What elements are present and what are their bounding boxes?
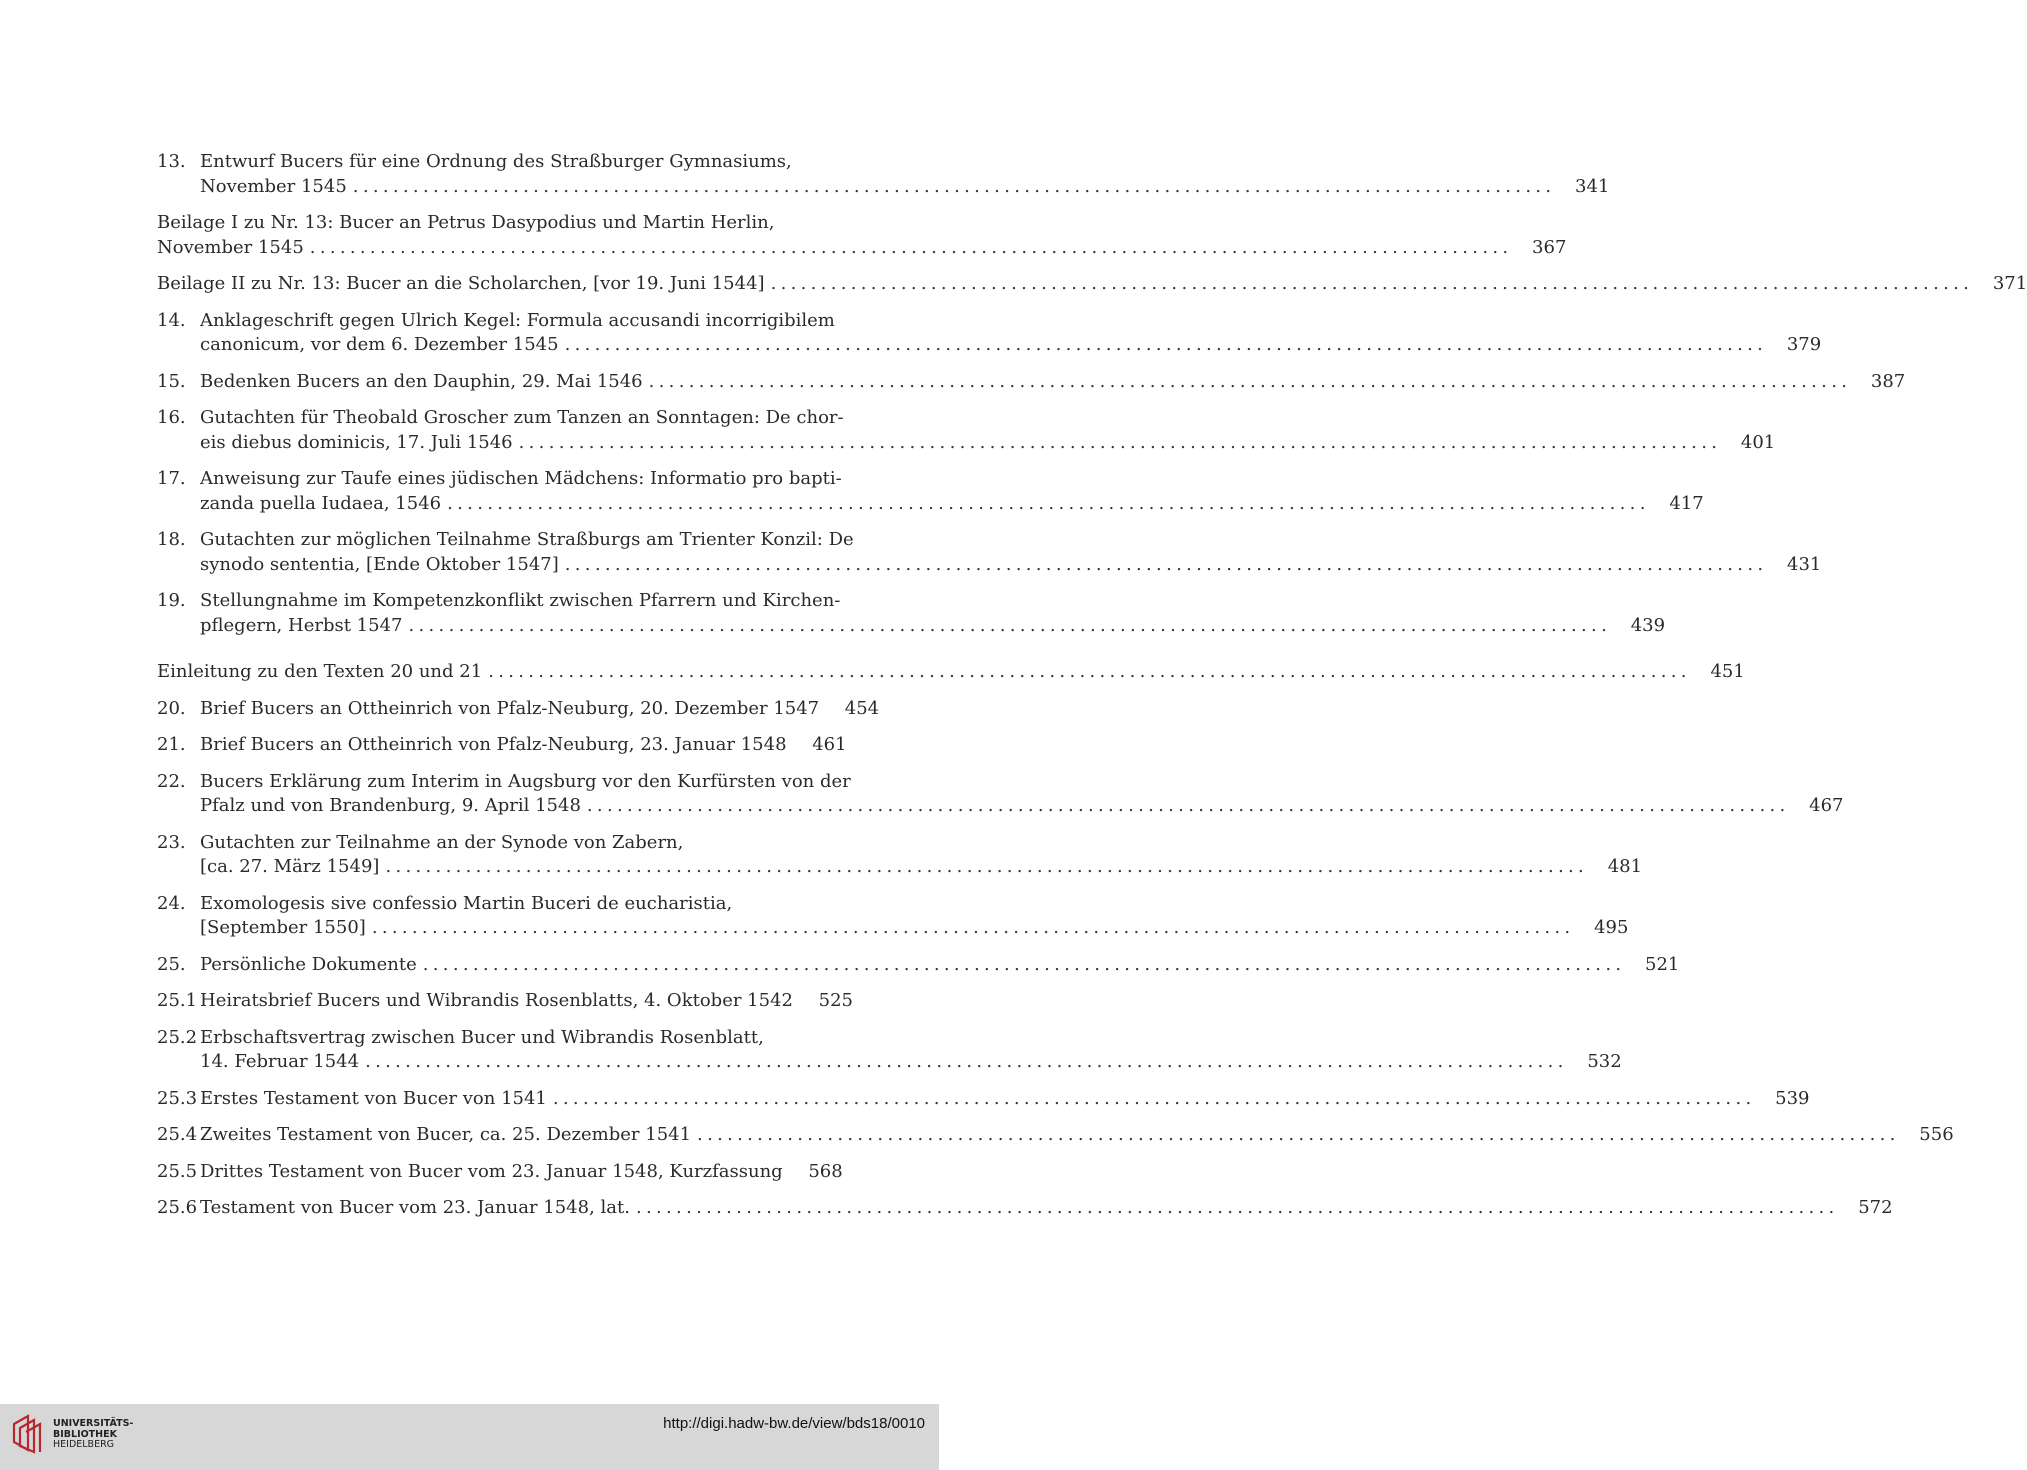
toc-entry-number: 25. bbox=[157, 953, 186, 975]
toc-entry-title: Testament von Bucer vom 23. Januar 1548, lat. bbox=[200, 1197, 630, 1218]
library-logo-icon bbox=[10, 1412, 50, 1454]
dot-leader: ........................................................................................................................ bbox=[648, 370, 1852, 392]
dot-leader: ........................................................................................................................ bbox=[371, 917, 1575, 938]
toc-page-number: 341 bbox=[1575, 175, 1610, 197]
toc-entry-title: Anweisung zur Taufe eines jüdischen Mädchens: Informatio pro bapti- bbox=[200, 468, 842, 489]
toc-entry bbox=[157, 1160, 843, 1185]
toc-entry bbox=[157, 1026, 1622, 1075]
toc-entry-title: synodo sententia, [Ende Oktober 1547] bbox=[200, 553, 559, 575]
toc-entry-number: 23. bbox=[157, 831, 186, 853]
dot-leader: ........................................................................................................................ bbox=[564, 334, 1768, 355]
toc-page-number: 439 bbox=[1630, 614, 1666, 636]
dot-leader: ........................................................................................................................ bbox=[422, 953, 1626, 975]
toc-entry-title: Brief Bucers an Ottheinrich von Pfalz-Neuburg, 20. Dezember 1547 bbox=[200, 697, 820, 719]
dot-leader: ........................................................................................................................ bbox=[552, 1087, 1756, 1109]
toc-entry-title: Erbschaftsvertrag zwischen Bucer und Wibrandis Rosenblatt, bbox=[200, 1026, 764, 1048]
dot-leader: ........................................................................................................................ bbox=[518, 431, 1722, 453]
toc-entry-title: Gutachten zur Teilnahme an der Synode von Zabern, bbox=[200, 831, 684, 853]
toc-entry-title: Beilage I zu Nr. 13: Bucer an Petrus Dasypodius und Martin Herlin, bbox=[157, 212, 775, 233]
dot-leader: ........................................................................................................................ bbox=[309, 236, 1513, 258]
dot-leader: ........................................................................................................................ bbox=[365, 1051, 1568, 1072]
toc-entry-title: zanda puella Iudaea, 1546 bbox=[200, 492, 442, 514]
toc-entry bbox=[157, 211, 1567, 260]
toc-entry bbox=[157, 697, 880, 722]
toc-entry-title: eis diebus dominicis, 17. Juli 1546 bbox=[200, 431, 513, 453]
toc-entry-title: November 1545 bbox=[157, 236, 304, 258]
toc-page-number: 532 bbox=[1587, 1051, 1622, 1072]
toc-page-number: 451 bbox=[1710, 661, 1745, 682]
toc-page-number: 379 bbox=[1786, 334, 1822, 355]
toc-entry-number: 25.6 bbox=[157, 1197, 198, 1218]
toc-page-number: 417 bbox=[1669, 492, 1704, 514]
toc-page-number: 556 bbox=[1919, 1124, 1954, 1145]
dot-leader: ........................................................................................................................ bbox=[586, 795, 1790, 816]
toc-page-number: 371 bbox=[1992, 273, 2027, 294]
toc-entry-title: Exomologesis sive confessio Martin Buceri de eucharistia, bbox=[200, 892, 733, 914]
toc-entry-number: 15. bbox=[157, 370, 186, 392]
toc-entry-title: 14. Februar 1544 bbox=[200, 1051, 360, 1072]
toc-page-number: 495 bbox=[1594, 917, 1629, 938]
toc-entry bbox=[157, 1087, 1810, 1112]
toc-entry bbox=[157, 370, 1906, 395]
toc-entry-title: Erstes Testament von Bucer von 1541 bbox=[200, 1087, 547, 1109]
toc-entry-number: 16. bbox=[157, 407, 186, 428]
toc-entry bbox=[157, 272, 2027, 297]
toc-page-number: 454 bbox=[844, 697, 880, 719]
toc-entry-number: 25.1 bbox=[157, 990, 198, 1011]
footer-bar bbox=[0, 1404, 939, 1470]
toc-entry-title: [September 1550] bbox=[200, 917, 366, 938]
toc-entry-title: Drittes Testament von Bucer vom 23. Januar 1548, Kurzfassung bbox=[200, 1160, 783, 1182]
toc-entry-number: 25.2 bbox=[157, 1026, 198, 1048]
toc-entry-number: 18. bbox=[157, 529, 186, 550]
toc-entry-number: 25.4 bbox=[157, 1124, 198, 1145]
toc-entry-number: 13. bbox=[157, 151, 186, 172]
toc-entry-title: Beilage II zu Nr. 13: Bucer an die Scholarchen, [vor 19. Juni 1544] bbox=[157, 273, 765, 294]
toc-entry-number: 14. bbox=[157, 309, 186, 331]
logo-line-3: HEIDELBERG bbox=[53, 1439, 115, 1450]
toc-entry-title: Anklageschrift gegen Ulrich Kegel: Formula accusandi incorrigibilem bbox=[200, 309, 835, 331]
toc-entry-number: 20. bbox=[157, 697, 186, 719]
logo-line-2: BIBLIOTHEK bbox=[53, 1428, 117, 1440]
toc-entry-number: 17. bbox=[157, 468, 186, 489]
toc-entry-title: [ca. 27. März 1549] bbox=[200, 856, 380, 877]
toc-entry bbox=[157, 892, 1629, 941]
dot-leader: ........................................................................................................................ bbox=[488, 661, 1691, 682]
toc-page-number: 525 bbox=[818, 990, 853, 1011]
dot-leader: ........................................................................................................................ bbox=[447, 492, 1650, 514]
toc-page-number: 521 bbox=[1645, 953, 1680, 975]
toc-entry bbox=[157, 831, 1643, 880]
toc-entry bbox=[157, 150, 1610, 199]
toc-entry bbox=[157, 733, 847, 758]
logo-line-1: UNIVERSITÄTS- bbox=[53, 1418, 134, 1429]
toc-page-number: 401 bbox=[1740, 431, 1776, 453]
table-of-contents bbox=[157, 150, 2027, 1221]
toc-entry-number: 24. bbox=[157, 892, 186, 914]
dot-leader: ........................................................................................................................ bbox=[697, 1124, 1900, 1145]
toc-entry-title: Stellungnahme im Kompetenzkonflikt zwischen Pfarrern und Kirchen- bbox=[200, 590, 841, 611]
toc-entry-number: 25.3 bbox=[157, 1087, 198, 1109]
toc-entry-title: Brief Bucers an Ottheinrich von Pfalz-Neuburg, 23. Januar 1548 bbox=[200, 734, 787, 755]
dot-leader: ........................................................................................................................ bbox=[635, 1197, 1839, 1218]
dot-leader: ........................................................................................................................ bbox=[770, 273, 1974, 294]
toc-page-number: 367 bbox=[1532, 236, 1567, 258]
dot-leader: ........................................................................................................................ bbox=[352, 175, 1556, 197]
toc-entry-title: canonicum, vor dem 6. Dezember 1545 bbox=[200, 334, 559, 355]
toc-page-number: 431 bbox=[1787, 553, 1822, 575]
dot-leader: ........................................................................................................................ bbox=[408, 614, 1612, 636]
toc-entry-title: Zweites Testament von Bucer, ca. 25. Dezember 1541 bbox=[200, 1124, 692, 1145]
toc-entry-title: Gutachten zur möglichen Teilnahme Straßburgs am Trienter Konzil: De bbox=[200, 529, 854, 550]
toc-entry-title: pflegern, Herbst 1547 bbox=[200, 614, 403, 636]
toc-page-number: 467 bbox=[1809, 795, 1844, 816]
toc-page-number: 481 bbox=[1607, 856, 1643, 877]
toc-entry-number: 22. bbox=[157, 770, 186, 792]
toc-entry-title: Bucers Erklärung zum Interim in Augsburg vor den Kurfürsten von der bbox=[200, 770, 851, 792]
toc-page-number: 568 bbox=[808, 1160, 843, 1182]
toc-entry bbox=[157, 989, 853, 1014]
toc-entry bbox=[157, 528, 1822, 577]
toc-page-number: 461 bbox=[812, 734, 847, 755]
toc-entry-title: Einleitung zu den Texten 20 und 21 bbox=[157, 661, 483, 682]
toc-entry-title: Entwurf Bucers für eine Ordnung des Straßburger Gymnasiums, bbox=[200, 151, 792, 172]
toc-entry bbox=[157, 770, 1844, 819]
toc-entry-number: 19. bbox=[157, 590, 186, 611]
toc-entry bbox=[157, 1123, 1954, 1148]
toc-entry-title: Bedenken Bucers an den Dauphin, 29. Mai 1546 bbox=[200, 370, 643, 392]
toc-page-number: 539 bbox=[1775, 1087, 1810, 1109]
toc-entry-title: Heiratsbrief Bucers und Wibrandis Rosenblatts, 4. Oktober 1542 bbox=[200, 990, 793, 1011]
source-url[interactable]: http://digi.hadw-bw.de/view/bds18/0010 bbox=[663, 1415, 925, 1432]
toc-entry bbox=[157, 309, 1822, 358]
toc-entry bbox=[157, 953, 1680, 978]
dot-leader: ........................................................................................................................ bbox=[564, 553, 1768, 575]
toc-entry-title: Persönliche Dokumente bbox=[200, 953, 417, 975]
toc-entry-title: Gutachten für Theobald Groscher zum Tanzen an Sonntagen: De chor- bbox=[200, 407, 844, 428]
toc-entry bbox=[157, 1196, 1893, 1221]
toc-entry bbox=[157, 467, 1704, 516]
toc-entry-title: Pfalz und von Brandenburg, 9. April 1548 bbox=[200, 795, 581, 816]
dot-leader: ........................................................................................................................ bbox=[385, 856, 1589, 877]
toc-page-number: 572 bbox=[1858, 1197, 1893, 1218]
toc-entry-title: November 1545 bbox=[200, 175, 347, 197]
toc-page-number: 387 bbox=[1870, 370, 1906, 392]
toc-entry-number: 21. bbox=[157, 734, 186, 755]
toc-entry bbox=[157, 406, 1776, 455]
toc-entry-number: 25.5 bbox=[157, 1160, 198, 1182]
toc-entry bbox=[157, 589, 1666, 638]
library-logo-text bbox=[53, 1419, 133, 1451]
toc-entry bbox=[157, 660, 1745, 685]
